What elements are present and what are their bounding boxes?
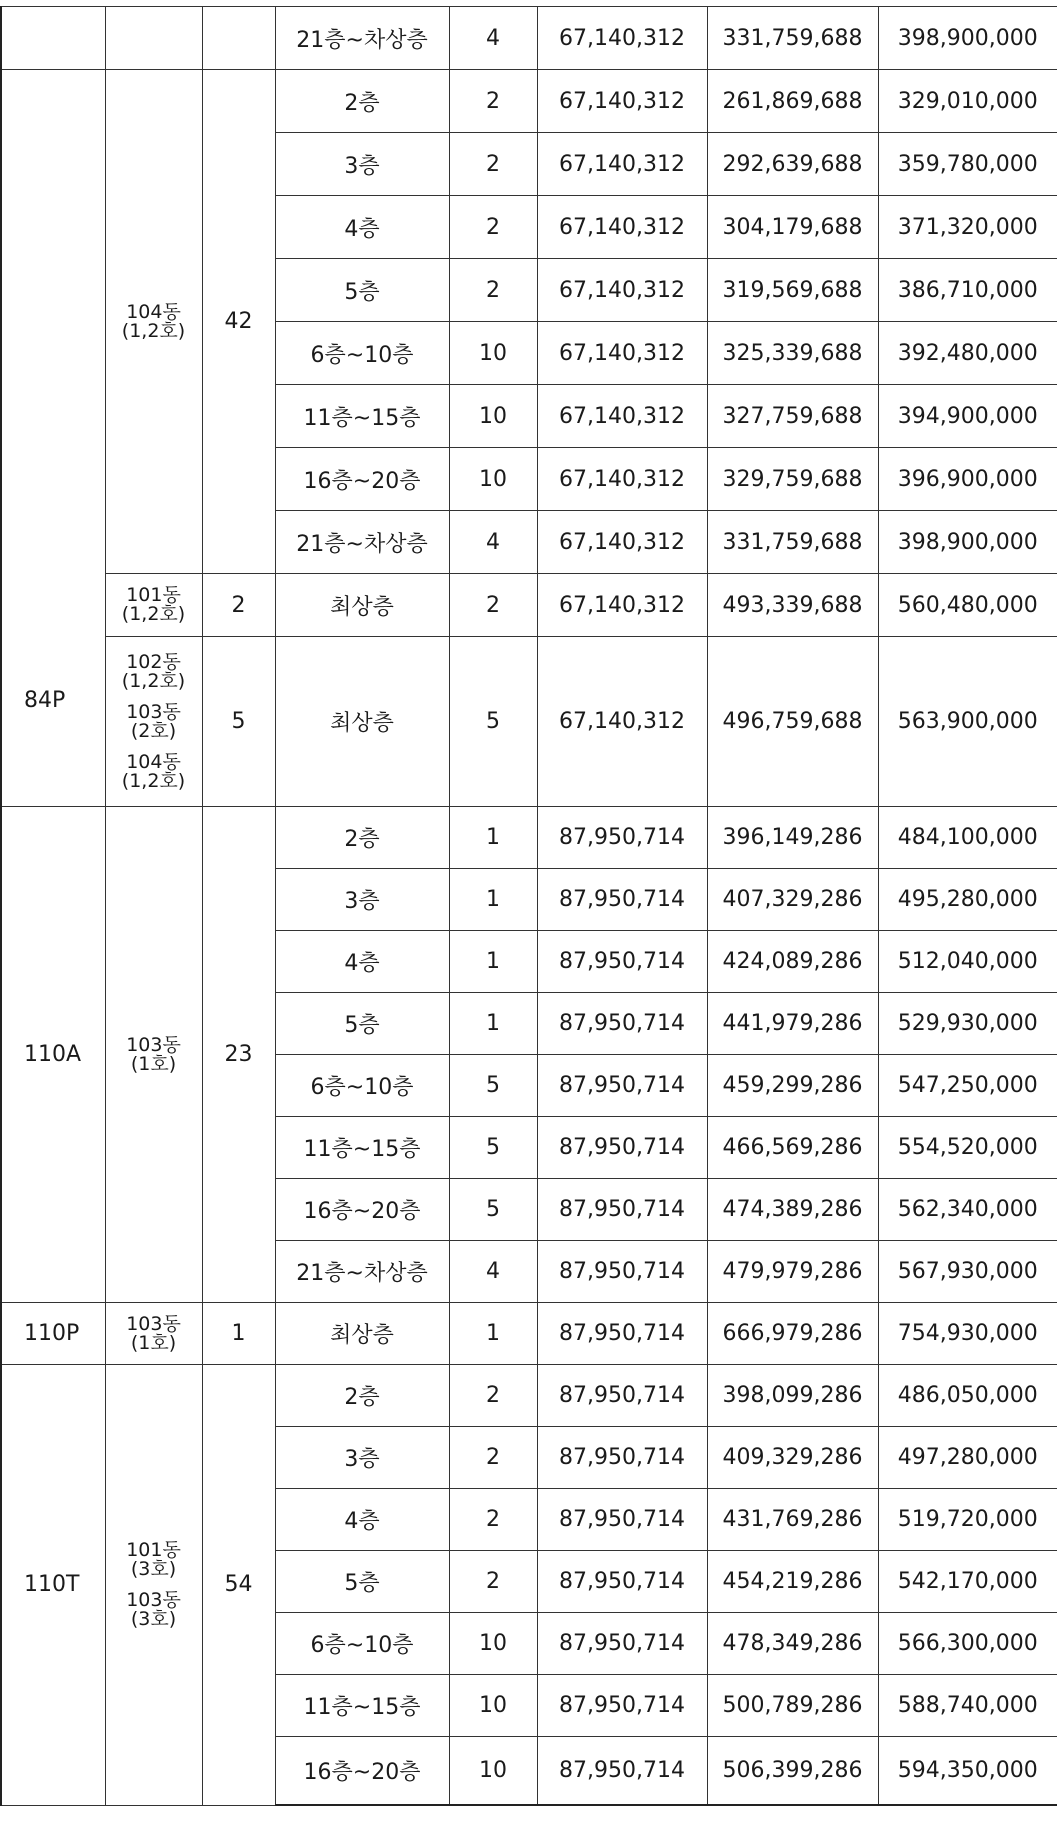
unit-count-cell: 2 bbox=[449, 70, 537, 133]
unit-count-cell: 5 bbox=[449, 1179, 537, 1241]
type-cell bbox=[1, 7, 105, 70]
type-cell: 110T bbox=[1, 1365, 105, 1806]
total-price-cell: 563,900,000 bbox=[878, 637, 1057, 807]
total-price-cell: 554,520,000 bbox=[878, 1117, 1057, 1179]
land-price-cell: 87,950,714 bbox=[537, 1303, 707, 1365]
table-row bbox=[1, 574, 1057, 637]
building-price-cell: 331,759,688 bbox=[707, 7, 878, 70]
unit-count-cell: 2 bbox=[449, 1551, 537, 1613]
land-price-cell: 87,950,714 bbox=[537, 1551, 707, 1613]
total-price-cell: 566,300,000 bbox=[878, 1613, 1057, 1675]
total-price-cell: 529,930,000 bbox=[878, 993, 1057, 1055]
land-price-cell: 87,950,714 bbox=[537, 1675, 707, 1737]
floor-cell: 최상층 bbox=[275, 574, 449, 637]
land-price-cell: 87,950,714 bbox=[537, 1179, 707, 1241]
building-price-cell: 304,179,688 bbox=[707, 196, 878, 259]
land-price-cell: 67,140,312 bbox=[537, 259, 707, 322]
unit-count-cell: 1 bbox=[449, 931, 537, 993]
building-label: 103동 bbox=[126, 1312, 181, 1335]
building-cell bbox=[105, 807, 202, 1303]
unit-numbers-label: (2호) bbox=[130, 719, 177, 742]
units-total-cell: 1 bbox=[202, 1303, 275, 1365]
unit-count-cell: 2 bbox=[449, 1427, 537, 1489]
unit-numbers-label: (1,2호) bbox=[121, 669, 186, 692]
land-price-cell: 87,950,714 bbox=[537, 931, 707, 993]
total-price-cell: 754,930,000 bbox=[878, 1303, 1057, 1365]
type-cell: 110A bbox=[1, 807, 105, 1303]
floor-cell: 4층 bbox=[275, 931, 449, 993]
building-price-cell: 409,329,286 bbox=[707, 1427, 878, 1489]
type-cell: 110P bbox=[1, 1303, 105, 1365]
floor-cell: 16층~20층 bbox=[275, 1179, 449, 1241]
unit-count-cell: 5 bbox=[449, 1117, 537, 1179]
land-price-cell: 67,140,312 bbox=[537, 637, 707, 807]
building-price-cell: 396,149,286 bbox=[707, 807, 878, 869]
table-row bbox=[1, 1365, 1057, 1427]
building-price-cell: 474,389,286 bbox=[707, 1179, 878, 1241]
land-price-cell: 67,140,312 bbox=[537, 196, 707, 259]
building-cell bbox=[105, 1365, 202, 1806]
building-price-cell: 331,759,688 bbox=[707, 511, 878, 574]
unit-count-cell: 1 bbox=[449, 1303, 537, 1365]
unit-count-cell: 2 bbox=[449, 1365, 537, 1427]
land-price-cell: 87,950,714 bbox=[537, 1427, 707, 1489]
unit-numbers-label: (1,2호) bbox=[121, 769, 186, 792]
total-price-cell: 560,480,000 bbox=[878, 574, 1057, 637]
building-price-cell: 329,759,688 bbox=[707, 448, 878, 511]
building-price-cell: 325,339,688 bbox=[707, 322, 878, 385]
unit-numbers-label: (3호) bbox=[130, 1607, 177, 1630]
total-price-cell: 386,710,000 bbox=[878, 259, 1057, 322]
floor-cell: 11층~15층 bbox=[275, 1117, 449, 1179]
total-price-cell: 359,780,000 bbox=[878, 133, 1057, 196]
floor-cell: 21층~차상층 bbox=[275, 7, 449, 70]
building-price-cell: 424,089,286 bbox=[707, 931, 878, 993]
unit-count-cell: 4 bbox=[449, 1241, 537, 1303]
table-row bbox=[1, 7, 1057, 70]
floor-cell: 16층~20층 bbox=[275, 1737, 449, 1806]
building-price-cell: 319,569,688 bbox=[707, 259, 878, 322]
land-price-cell: 67,140,312 bbox=[537, 448, 707, 511]
table-row bbox=[1, 70, 1057, 133]
unit-count-cell: 1 bbox=[449, 869, 537, 931]
unit-count-cell: 1 bbox=[449, 807, 537, 869]
units-total-cell: 54 bbox=[202, 1365, 275, 1806]
total-price-cell: 371,320,000 bbox=[878, 196, 1057, 259]
floor-cell: 2층 bbox=[275, 70, 449, 133]
land-price-cell: 87,950,714 bbox=[537, 807, 707, 869]
floor-cell: 21층~차상층 bbox=[275, 511, 449, 574]
building-price-cell: 431,769,286 bbox=[707, 1489, 878, 1551]
land-price-cell: 67,140,312 bbox=[537, 511, 707, 574]
unit-count-cell: 10 bbox=[449, 1675, 537, 1737]
type-label-84p: 84P bbox=[24, 688, 66, 713]
building-cell bbox=[105, 637, 202, 807]
building-label: 102동 bbox=[126, 650, 181, 673]
total-price-cell: 392,480,000 bbox=[878, 322, 1057, 385]
total-price-cell: 486,050,000 bbox=[878, 1365, 1057, 1427]
floor-cell: 3층 bbox=[275, 133, 449, 196]
building-label: 103동 bbox=[126, 700, 181, 723]
building-price-cell: 261,869,688 bbox=[707, 70, 878, 133]
total-price-cell: 519,720,000 bbox=[878, 1489, 1057, 1551]
floor-cell: 21층~차상층 bbox=[275, 1241, 449, 1303]
total-price-cell: 398,900,000 bbox=[878, 511, 1057, 574]
unit-count-cell: 2 bbox=[449, 1489, 537, 1551]
units-total-cell: 5 bbox=[202, 637, 275, 807]
total-price-cell: 396,900,000 bbox=[878, 448, 1057, 511]
unit-count-cell: 10 bbox=[449, 322, 537, 385]
unit-count-cell: 4 bbox=[449, 511, 537, 574]
unit-numbers-label: (1,2호) bbox=[121, 319, 186, 342]
land-price-cell: 67,140,312 bbox=[537, 385, 707, 448]
unit-count-cell: 2 bbox=[449, 574, 537, 637]
total-price-cell: 567,930,000 bbox=[878, 1241, 1057, 1303]
unit-count-cell: 2 bbox=[449, 196, 537, 259]
floor-cell: 4층 bbox=[275, 1489, 449, 1551]
unit-count-cell: 4 bbox=[449, 7, 537, 70]
unit-count-cell: 2 bbox=[449, 259, 537, 322]
building-label: 104동 bbox=[126, 300, 181, 323]
floor-cell: 최상층 bbox=[275, 1303, 449, 1365]
total-price-cell: 329,010,000 bbox=[878, 70, 1057, 133]
land-price-cell: 87,950,714 bbox=[537, 1737, 707, 1806]
land-price-cell: 87,950,714 bbox=[537, 1613, 707, 1675]
building-price-cell: 459,299,286 bbox=[707, 1055, 878, 1117]
building-label: 101동 bbox=[126, 1538, 181, 1561]
total-price-cell: 495,280,000 bbox=[878, 869, 1057, 931]
units-total-cell bbox=[202, 7, 275, 70]
land-price-cell: 67,140,312 bbox=[537, 70, 707, 133]
building-price-cell: 666,979,286 bbox=[707, 1303, 878, 1365]
land-price-cell: 67,140,312 bbox=[537, 322, 707, 385]
building-price-cell: 327,759,688 bbox=[707, 385, 878, 448]
land-price-cell: 67,140,312 bbox=[537, 7, 707, 70]
building-label: 101동 bbox=[126, 584, 181, 606]
building-price-cell: 478,349,286 bbox=[707, 1613, 878, 1675]
building-price-cell: 500,789,286 bbox=[707, 1675, 878, 1737]
table-row bbox=[1, 807, 1057, 869]
building-cell bbox=[105, 70, 202, 574]
land-price-cell: 87,950,714 bbox=[537, 1241, 707, 1303]
unit-numbers-label: (1호) bbox=[130, 1052, 177, 1075]
building-price-cell: 292,639,688 bbox=[707, 133, 878, 196]
building-cell bbox=[105, 7, 202, 70]
land-price-cell: 87,950,714 bbox=[537, 869, 707, 931]
building-price-cell: 398,099,286 bbox=[707, 1365, 878, 1427]
unit-count-cell: 1 bbox=[449, 993, 537, 1055]
unit-count-cell: 5 bbox=[449, 637, 537, 807]
total-price-cell: 542,170,000 bbox=[878, 1551, 1057, 1613]
building-label: 103동 bbox=[126, 1588, 181, 1611]
table-row bbox=[1, 1303, 1057, 1365]
unit-numbers-label: (1호) bbox=[130, 1331, 177, 1354]
units-total-cell: 23 bbox=[202, 807, 275, 1303]
total-price-cell: 512,040,000 bbox=[878, 931, 1057, 993]
price-table bbox=[0, 6, 1057, 1806]
land-price-cell: 87,950,714 bbox=[537, 1489, 707, 1551]
total-price-cell: 398,900,000 bbox=[878, 7, 1057, 70]
floor-cell: 4층 bbox=[275, 196, 449, 259]
land-price-cell: 87,950,714 bbox=[537, 993, 707, 1055]
building-cell bbox=[105, 574, 202, 637]
building-price-cell: 506,399,286 bbox=[707, 1737, 878, 1806]
building-cell bbox=[105, 1303, 202, 1365]
units-total-cell: 42 bbox=[202, 70, 275, 574]
floor-cell: 2층 bbox=[275, 1365, 449, 1427]
floor-cell: 11층~15층 bbox=[275, 1675, 449, 1737]
unit-count-cell: 2 bbox=[449, 133, 537, 196]
building-price-cell: 479,979,286 bbox=[707, 1241, 878, 1303]
total-price-cell: 484,100,000 bbox=[878, 807, 1057, 869]
building-price-cell: 466,569,286 bbox=[707, 1117, 878, 1179]
building-price-cell: 441,979,286 bbox=[707, 993, 878, 1055]
unit-count-cell: 5 bbox=[449, 1055, 537, 1117]
total-price-cell: 394,900,000 bbox=[878, 385, 1057, 448]
floor-cell: 5층 bbox=[275, 993, 449, 1055]
unit-count-cell: 10 bbox=[449, 448, 537, 511]
total-price-cell: 588,740,000 bbox=[878, 1675, 1057, 1737]
floor-cell: 5층 bbox=[275, 1551, 449, 1613]
floor-cell: 3층 bbox=[275, 1427, 449, 1489]
floor-cell: 16층~20층 bbox=[275, 448, 449, 511]
table-row bbox=[1, 637, 1057, 807]
land-price-cell: 87,950,714 bbox=[537, 1055, 707, 1117]
building-price-cell: 454,219,286 bbox=[707, 1551, 878, 1613]
unit-count-cell: 10 bbox=[449, 1737, 537, 1806]
floor-cell: 6층~10층 bbox=[275, 322, 449, 385]
total-price-cell: 562,340,000 bbox=[878, 1179, 1057, 1241]
building-label: 103동 bbox=[126, 1033, 181, 1056]
total-price-cell: 547,250,000 bbox=[878, 1055, 1057, 1117]
building-price-cell: 493,339,688 bbox=[707, 574, 878, 637]
floor-cell: 11층~15층 bbox=[275, 385, 449, 448]
floor-cell: 3층 bbox=[275, 869, 449, 931]
units-total-cell: 2 bbox=[202, 574, 275, 637]
floor-cell: 5층 bbox=[275, 259, 449, 322]
floor-cell: 최상층 bbox=[275, 637, 449, 807]
floor-cell: 2층 bbox=[275, 807, 449, 869]
floor-cell: 6층~10층 bbox=[275, 1055, 449, 1117]
building-price-cell: 496,759,688 bbox=[707, 637, 878, 807]
total-price-cell: 497,280,000 bbox=[878, 1427, 1057, 1489]
land-price-cell: 87,950,714 bbox=[537, 1365, 707, 1427]
unit-count-cell: 10 bbox=[449, 1613, 537, 1675]
unit-count-cell: 10 bbox=[449, 385, 537, 448]
unit-numbers-label: (3호) bbox=[130, 1557, 177, 1580]
land-price-cell: 67,140,312 bbox=[537, 133, 707, 196]
building-price-cell: 407,329,286 bbox=[707, 869, 878, 931]
total-price-cell: 594,350,000 bbox=[878, 1737, 1057, 1806]
land-price-cell: 67,140,312 bbox=[537, 574, 707, 637]
unit-numbers-label: (1,2호) bbox=[121, 603, 186, 625]
building-label: 104동 bbox=[126, 750, 181, 773]
land-price-cell: 87,950,714 bbox=[537, 1117, 707, 1179]
floor-cell: 6층~10층 bbox=[275, 1613, 449, 1675]
